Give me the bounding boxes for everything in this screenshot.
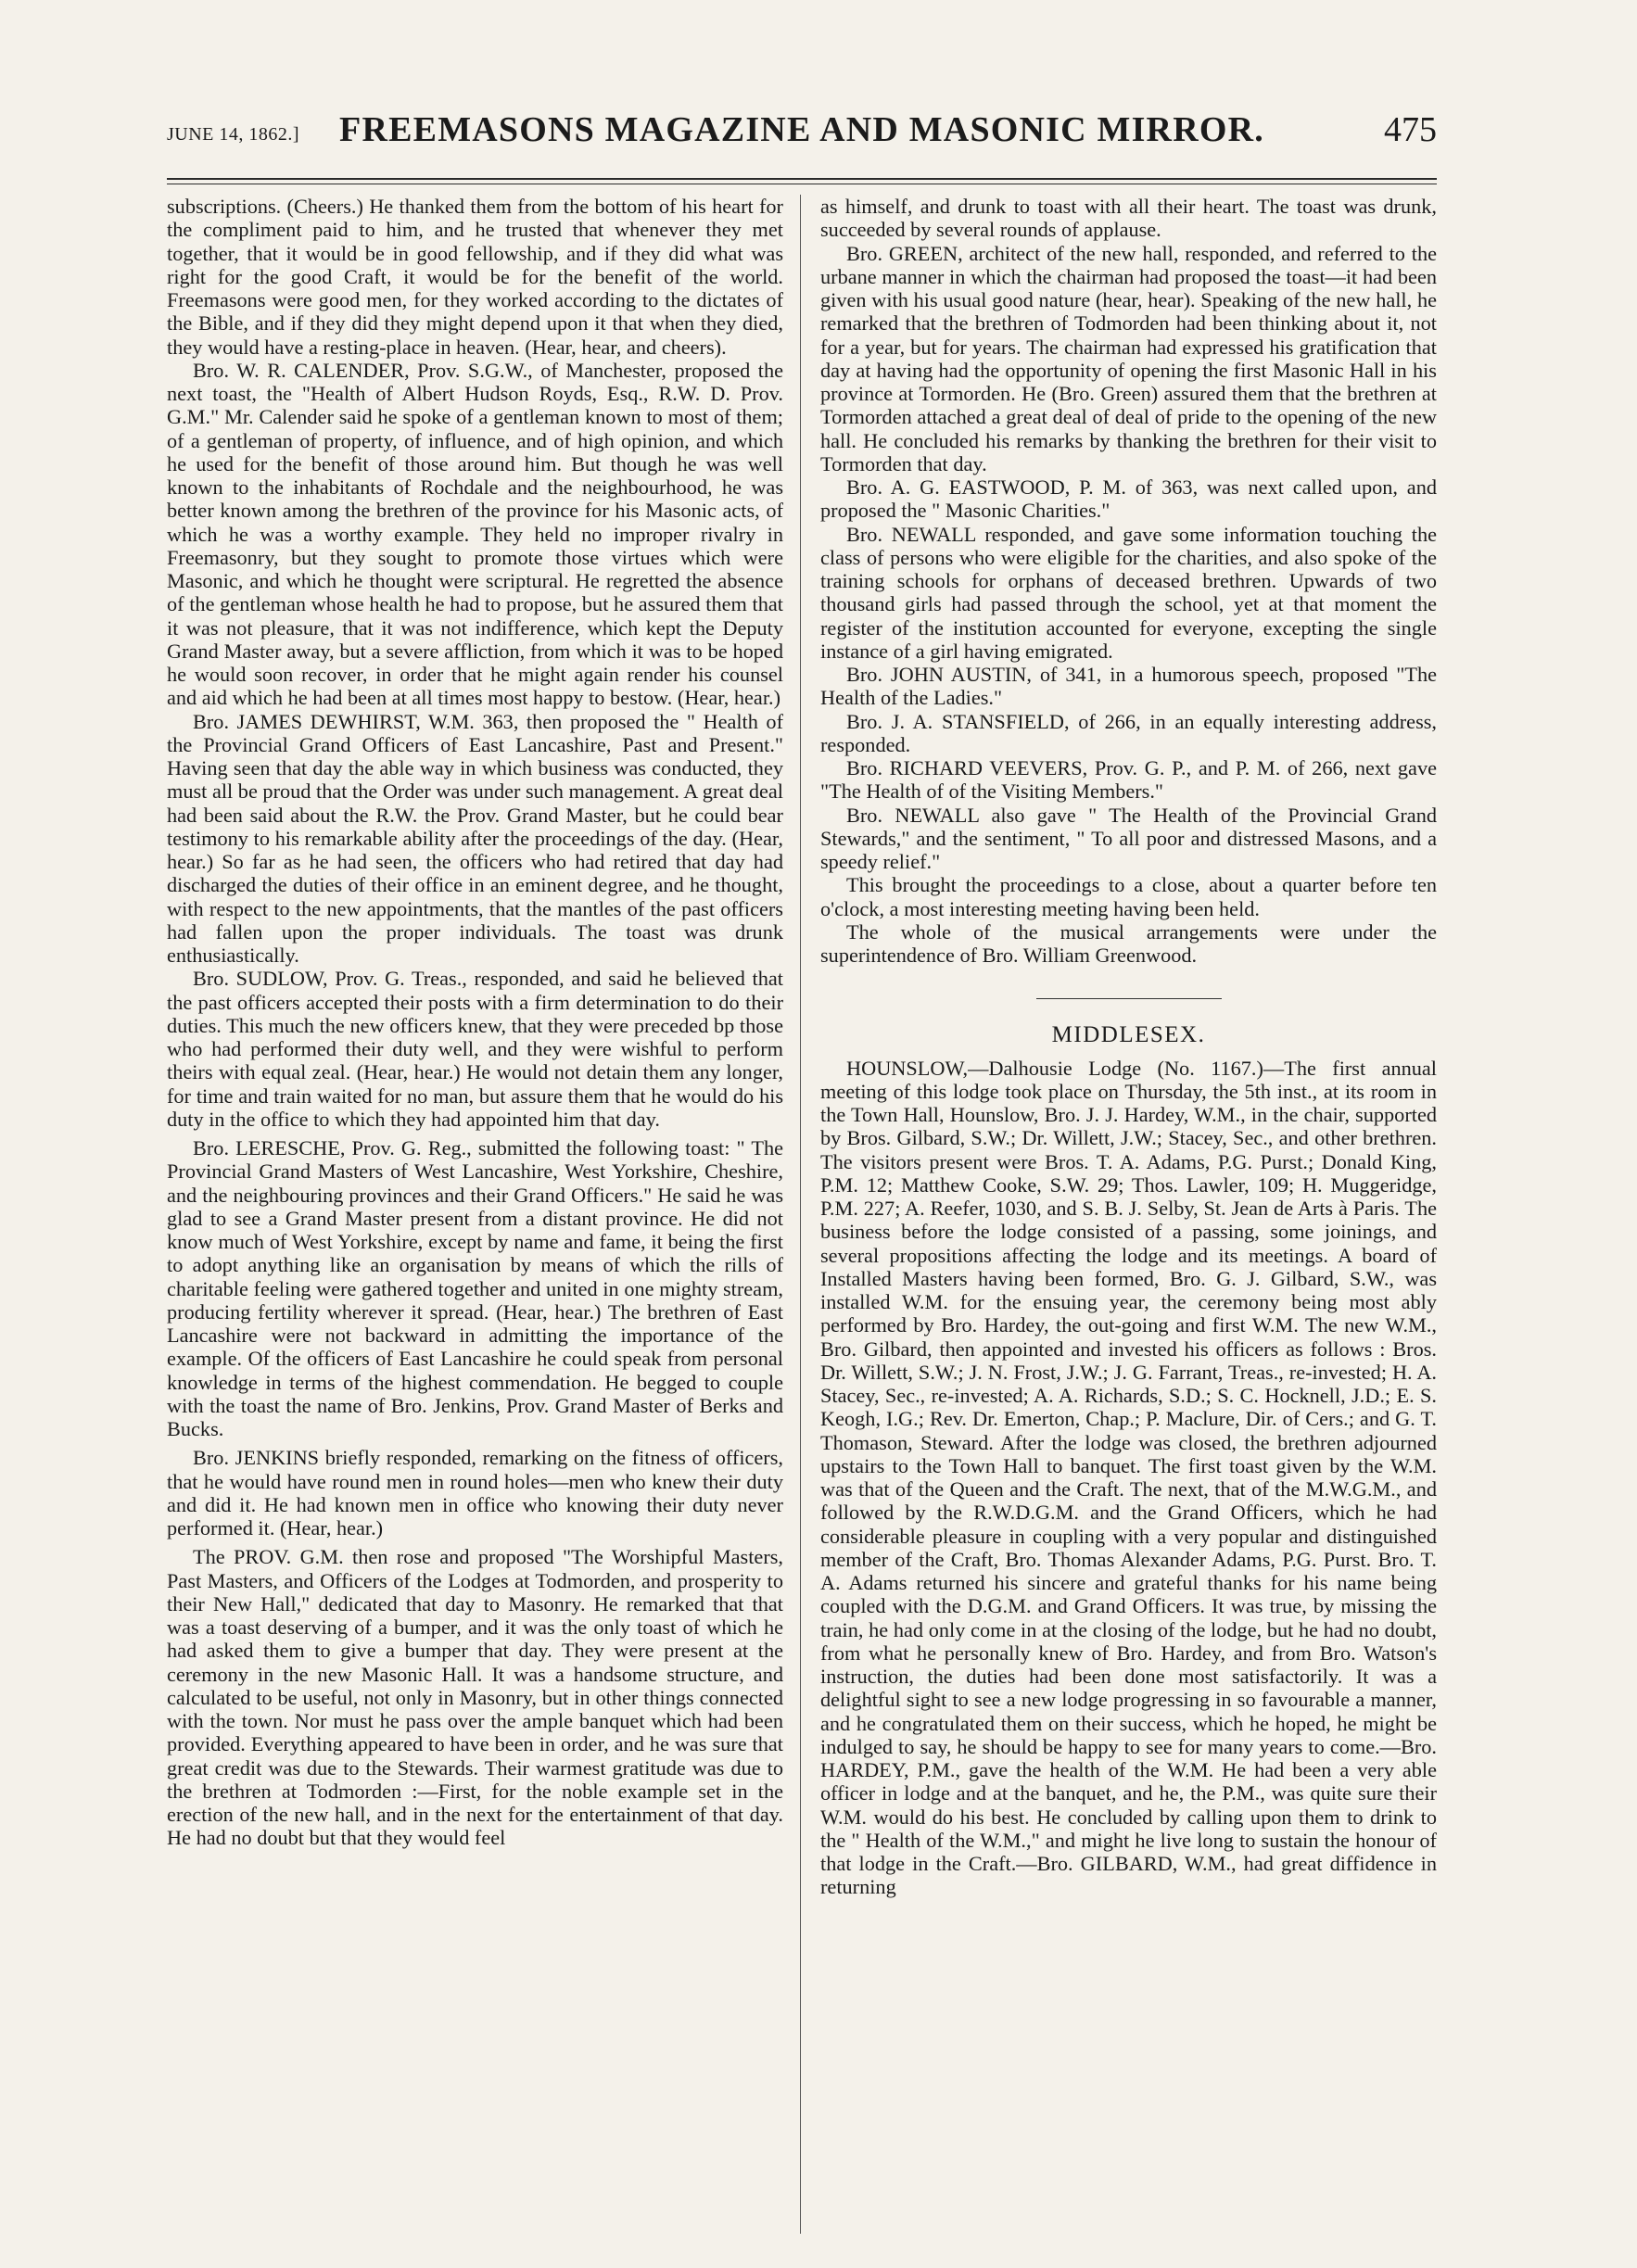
article-paragraph: Bro. JAMES DEWHIRST, W.M. 363, then proposed the " Health of the Provincial Grand Officers of East Lancashire, Past and Present." Having seen that day the able way in which business was conducted, they must all be proud that the Order was under such management. A great deal had been said about the R.W. the Prov. Grand Master, but he could bear testimony to his remarkable ability after the proceedings of the day. (Hear, hear.) So far as he had seen, the officers who had retired that day had discharged the duties of their office in an eminent degree, and he thought, with respect to the new appointments, that the mantles of the past officers had fallen upon the proper individuals. The toast was drunk enthusiastically.	[167, 709, 783, 967]
article-paragraph: This brought the proceedings to a close, about a quarter before ten o'clock, a most interesting meeting having been held.	[820, 873, 1437, 920]
article-paragraph: Bro. JENKINS briefly responded, remarking on the fitness of officers, that he would have round men in round holes—men who knew their duty and did it. He had known men in office who knowing their duty never performed it. (Hear, hear.)	[167, 1446, 783, 1539]
issue-date: JUNE 14, 1862.]	[167, 124, 300, 145]
right-column	[820, 195, 1437, 2238]
section-heading: MIDDLESEX.	[1051, 1022, 1206, 1048]
column-divider	[800, 195, 801, 2234]
article-paragraph: Bro. RICHARD VEEVERS, Prov. G. P., and P. M. of 266, next gave "The Health of of the Visiting Members."	[820, 756, 1437, 804]
article-paragraph: Bro. GREEN, architect of the new hall, responded, and referred to the urbane manner in which the chairman had proposed the toast—it had been given with his usual good nature (hear, hear). Speaking of the new hall, he remarked that the brethren of Todmorden had been thinking about it, not for a year, but for years. The chairman had expressed his gratification that day at having had the opportunity of opening the first Masonic Hall in his province at Tormorden. He (Bro. Green) assured them that the brethren at Tormorden attached a great deal of deal of pride to the opening of the new hall. He concluded his remarks by thanking the brethren for their visit to Tormorden that day.	[820, 241, 1437, 475]
header-rule	[167, 178, 1437, 180]
article-paragraph: as himself, and drunk to toast with all their heart. The toast was drunk, succeeded by several rounds of applause.	[820, 195, 1437, 242]
article-paragraph: Bro. NEWALL responded, and gave some information touching the class of persons who were eligible for the charities, and also spoke of the training schools for orphans of deceased brethren. Upwards of two thousand girls had passed through the school, yet at that moment the register of the institution accounted for everyone, excepting the single instance of a girl having emigrated.	[820, 522, 1437, 663]
article-paragraph: The PROV. G.M. then rose and proposed "The Worshipful Masters, Past Masters, and Officers of the Lodges at Todmorden, and prosperity to their New Hall," dedicated that day to Masonry. He remarked that that was a toast deserving of a bumper, and it was the only toast of which he had asked them to give a bumper that day. They were present at the ceremony in the new Masonic Hall. It was a handsome structure, and calculated to be useful, not only in Masonry, but in other things connected with the town. Nor must he pass over the ample banquet which had been provided. Everything appeared to have been in order, and he was sure that great credit was due to the Stewards. Their warmest gratitude was due to the brethren at Todmorden :—First, for the noble example set in the erection of the new hall, and in the next for the entertainment of that day. He had no doubt but that they would feel	[167, 1545, 783, 1850]
article-paragraph: Bro. A. G. EASTWOOD, P. M. of 363, was next called upon, and proposed the " Masonic Charities."	[820, 475, 1437, 523]
article-paragraph: Bro. SUDLOW, Prov. G. Treas., responded, and said he believed that the past officers accepted their posts with a firm determination to do their duties. This much the new officers knew, that they were preceded bp those who had performed their duty well, and they were wishful to perform theirs with equal zeal. (Hear, hear.) He would not detain them any longer, for time and train waited for no man, but assure them that he would do his duty in the office to which they had appointed him that day.	[167, 967, 783, 1131]
left-column	[167, 195, 783, 2238]
article-paragraph: The whole of the musical arrangements were under the superintendence of Bro. William Greenwood.	[820, 919, 1437, 967]
masthead	[167, 109, 1437, 163]
section-separator	[1036, 998, 1222, 999]
article-paragraph: subscriptions. (Cheers.) He thanked them from the bottom of his heart for the compliment paid to him, and he trusted that whenever they met together, that it would be in good fellowship, and if they did what was right for the good Craft, it would be for the benefit of the world. Freemasons were good men, for they worked according to the dictates of the Bible, and if they did they might depend upon it that when they died, they would have a resting-place in heaven. (Hear, hear, and cheers).	[167, 195, 783, 359]
article-paragraph: Bro. W. R. CALENDER, Prov. S.G.W., of Manchester, proposed the next toast, the "Health of Albert Hudson Royds, Esq., R.W. D. Prov. G.M." Mr. Calender said he spoke of a gentleman known to most of them; of a gentleman of property, of influence, and of high opinion, and which he used for the benefit of those around him. But though he was well known to the inhabitants of Rochdale and the neighbourhood, he was better known among the brethren of the province for his Masonic acts, of which he was a worthy example. They held no improper rivalry in Freemasonry, but they sought to promote those virtues which were Masonic, and which he thought were scriptural. He regretted the absence of the gentleman whose health he had to propose, but he assured them that it was not pleasure, that it was not indifference, which kept the Deputy Grand Master away, but a severe affliction, from which it was to be hoped he would soon recover, in order that he might again render his counsel and aid which he had been at all times most happy to bestow. (Hear, hear.)	[167, 358, 783, 710]
article-paragraph: Bro. J. A. STANSFIELD, of 266, in an equally interesting address, responded.	[820, 709, 1437, 756]
article-paragraph: HOUNSLOW,—Dalhousie Lodge (No. 1167.)—The first annual meeting of this lodge took place on Thursday, the 5th inst., at its room in the Town Hall, Hounslow, Bro. J. J. Hardey, W.M., in the chair, supported by Bros. Gilbard, S.W.; Dr. Willett, J.W.; Stacey, Sec., and other brethren. The visitors present were Bros. T. A. Adams, P.G. Purst.; Donald King, P.M. 12; Matthew Cooke, S.W. 29; Thos. Lawler, 109; H. Muggeridge, P.M. 227; A. Reefer, 1030, and S. B. J. Selby, St. Jean de Arts à Paris. The business before the lodge consisted of a passing, some joinings, and several propositions affecting the lodge and its meetings. A board of Installed Masters having been formed, Bro. G. J. Gilbard, S.W., was installed W.M. for the ensuing year, the ceremony being most ably performed by Bro. Hardey, the out-going and first W.M. The new W.M., Bro. Gilbard, then appointed and invested his officers as follows : Bros. Dr. Willett, S.W.; J. N. Frost, J.W.; J. G. Farrant, Treas., re-invested; H. A. Stacey, Sec., re-invested; A. A. Richards, S.D.; S. C. Hocknell, J.D.; E. S. Keogh, I.G.; Rev. Dr. Emerton, Chap.; P. Maclure, Dir. of Cers.; and G. T. Thomason, Steward. After the lodge was closed, the brethren adjourned upstairs to the Town Hall to banquet. The first toast given by the W.M. was that of the Queen and the Craft. The next, that of the M.W.G.M., and followed by the R.W.D.G.M. and the Grand Officers, which he had considerable pleasure in coupling with a very popular and distinguished member of the Craft, Bro. Thomas Alexander Adams, P.G. Purst. Bro. T. A. Adams returned his sincere and grateful thanks for his name being coupled with the D.G.M. and Grand Officers. It was true, by missing the train, he had only come in at the closing of the lodge, but he had no doubt, from what he personally knew of Bro. Hardey, and from Bro. Watson's instruction, the duties had been done most satisfactorily. It was a delightful sight to see a new lodge progressing in so favourable a manner, and he congratulated them on their success, which he hoped, he might be indulged to say, he should be happy to see for many years to come.—Bro. HARDEY, P.M., gave the health of the W.M. He had been a very able officer in lodge and at the banquet, and he, the P.M., was quite sure their W.M. would do his best. He concluded by calling upon them to drink to the " Health of the W.M.," and might he live long to sustain the honour of that lodge in the Craft.—Bro. GILBARD, W.M., had great diffidence in returning	[820, 1056, 1437, 1899]
article-paragraph: Bro. LERESCHE, Prov. G. Reg., submitted the following toast: " The Provincial Grand Masters of West Lancashire, West Yorkshire, Cheshire, and the neighbouring provinces and their Grand Officers." He said he was glad to see a Grand Master present from a distant province. He did not know much of West Yorkshire, except by name and fame, it being the first to adopt anything like an organisation by means of which the rills of charitable feeling were gathered together and united in one mighty stream, producing fertility wherever it spread. (Hear, hear.) The brethren of East Lancashire were not backward in admitting the importance of the example. Of the officers of East Lancashire he could speak from personal knowledge in terms of the highest commendation. He begged to couple with the toast the name of Bro. Jenkins, Prov. Grand Master of Berks and Bucks.	[167, 1136, 783, 1440]
page-number: 475	[1384, 110, 1437, 149]
article-paragraph: Bro. JOHN AUSTIN, of 341, in a humorous speech, proposed "The Health of the Ladies."	[820, 663, 1437, 710]
article-paragraph: Bro. NEWALL also gave " The Health of the Provincial Grand Stewards," and the sentiment, " To all poor and distressed Masons, and a speedy relief."	[820, 803, 1437, 873]
publication-title: FREEMASONS MAGAZINE AND MASONIC MIRROR.	[339, 110, 1264, 149]
